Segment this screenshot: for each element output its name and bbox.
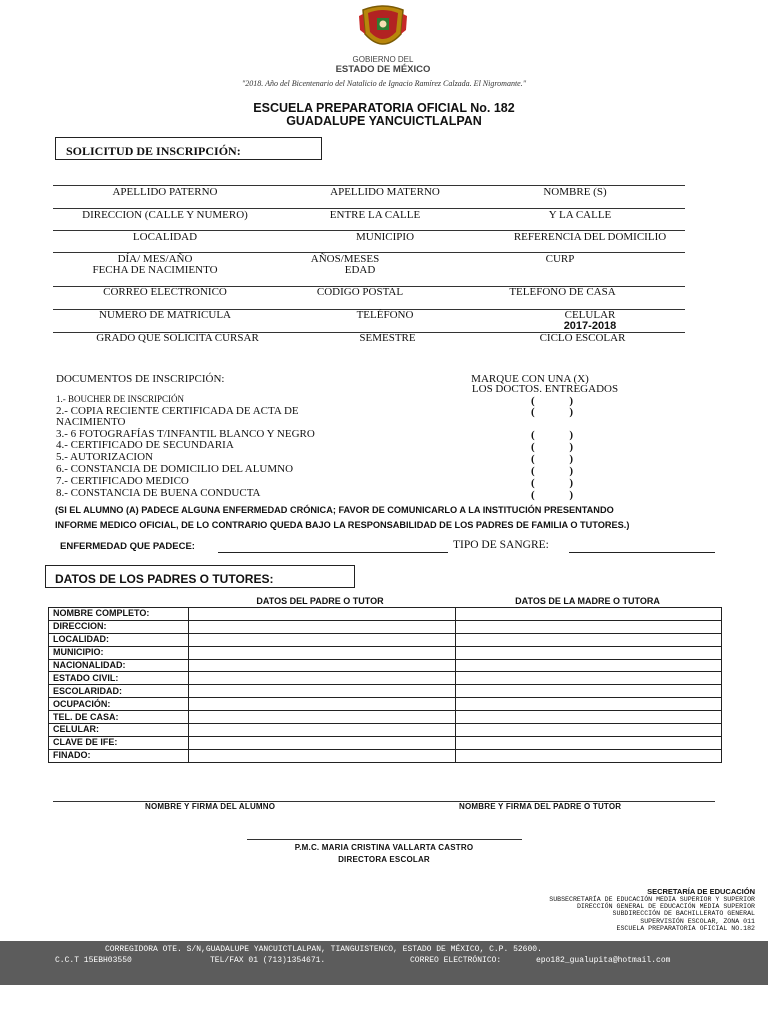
form-title-box xyxy=(55,137,322,160)
table-row xyxy=(49,646,722,659)
checkbox-doc-7[interactable] xyxy=(531,477,573,489)
label-anos-meses: AÑOS/MESES xyxy=(310,253,380,265)
col-father-header: DATOS DEL PADRE O TUTOR xyxy=(256,596,384,606)
paren: ) xyxy=(569,429,573,441)
school-name: ESCUELA PREPARATORIA OFICIAL No. 182 xyxy=(253,101,515,115)
secretaria-lines xyxy=(549,896,755,932)
mother-cell[interactable] xyxy=(456,608,722,621)
secretaria-line: SUPERVISIÓN ESCOLAR, ZONA 011 xyxy=(640,917,755,925)
checkbox-doc-4[interactable] xyxy=(531,441,573,453)
label-semestre: SEMESTRE xyxy=(359,332,416,344)
row-label: OCUPACIÓN: xyxy=(49,698,189,711)
sangre-input[interactable] xyxy=(569,552,715,553)
paren: ( xyxy=(531,453,535,465)
row-label: FINADO: xyxy=(49,749,189,762)
doc-item-4: 4.- CERTIFICADO DE SECUNDARIA xyxy=(56,439,234,451)
table-row xyxy=(49,711,722,724)
health-note-line-2: INFORME MEDICO OFICIAL, DE LO CONTRARIO QUEDA BAJO LA RESPONSABILIDAD DE LOS PADRES DE FAMILIA O TUTORES.) xyxy=(55,520,630,530)
label-grado: GRADO QUE SOLICITA CURSAR xyxy=(96,332,259,344)
label-direccion: DIRECCION (CALLE Y NUMERO) xyxy=(82,209,248,221)
parents-title: DATOS DE LOS PADRES O TUTORES: xyxy=(55,572,274,586)
footer-cct: C.C.T 15EBH03550 xyxy=(55,956,132,965)
table-row xyxy=(49,698,722,711)
paren: ( xyxy=(531,465,535,477)
row-label: TEL. DE CASA: xyxy=(49,711,189,724)
paren: ) xyxy=(569,441,573,453)
col-mother-header: DATOS DE LA MADRE O TUTORA xyxy=(515,596,660,606)
label-codigo-postal: CODIGO POSTAL xyxy=(316,286,404,298)
paren: ( xyxy=(531,406,535,418)
directora-title: DIRECTORA ESCOLAR xyxy=(338,855,430,864)
label-dia-mes-ano: DÍA/ MES/AÑO xyxy=(117,253,193,265)
table-row xyxy=(49,608,722,621)
enfermedad-input[interactable] xyxy=(218,552,448,553)
mother-cell[interactable] xyxy=(456,672,722,685)
label-ciclo-escolar: CICLO ESCOLAR xyxy=(539,332,626,344)
father-cell[interactable] xyxy=(189,749,456,762)
checkbox-doc-6[interactable] xyxy=(531,465,573,477)
mother-cell[interactable] xyxy=(456,724,722,737)
row-label: CLAVE DE IFE: xyxy=(49,736,189,749)
father-cell[interactable] xyxy=(189,736,456,749)
father-cell[interactable] xyxy=(189,672,456,685)
doc-item-8: 8.- CONSTANCIA DE BUENA CONDUCTA xyxy=(56,487,261,499)
mother-cell[interactable] xyxy=(456,685,722,698)
checkbox-doc-5[interactable] xyxy=(531,453,573,465)
label-entre-calle: ENTRE LA CALLE xyxy=(329,209,421,221)
footer-bar xyxy=(0,941,768,985)
doc-item-1: 1.- BOUCHER DE INSCRIPCIÓN xyxy=(56,394,185,404)
label-localidad: LOCALIDAD xyxy=(132,231,198,243)
secretaria-line: SUBDIRECCIÓN DE BACHILLERATO GENERAL xyxy=(612,910,755,918)
father-cell[interactable] xyxy=(189,620,456,633)
health-note-line-1: (SI EL ALUMNO (A) PADECE ALGUNA ENFERMEDAD CRÓNICA; FAVOR DE COMUNICARLO A LA INSTITUCIÓN PRESENTANDO xyxy=(55,505,614,515)
secretaria-line: DIRECCIÓN GENERAL DE EDUCACIÓN MEDIA SUPERIOR xyxy=(576,903,755,911)
label-apellido-materno: APELLIDO MATERNO xyxy=(330,186,440,198)
label-edad: EDAD xyxy=(344,264,376,276)
label-matricula: NUMERO DE MATRICULA xyxy=(99,309,231,321)
father-cell[interactable] xyxy=(189,685,456,698)
mother-cell[interactable] xyxy=(456,620,722,633)
doc-item-6: 6.- CONSTANCIA DE DOMICILIO DEL ALUMNO xyxy=(56,463,294,475)
marque-line-1: MARQUE CON UNA (X) xyxy=(471,373,589,385)
row-label: DIRECCION: xyxy=(49,620,189,633)
row-label: NACIONALIDAD: xyxy=(49,659,189,672)
table-row xyxy=(49,685,722,698)
paren: ( xyxy=(531,395,535,407)
paren: ) xyxy=(569,395,573,407)
paren: ) xyxy=(569,465,573,477)
state-logo xyxy=(355,4,411,52)
label-correo: CORREO ELECTRONICO xyxy=(103,286,227,298)
mother-cell[interactable] xyxy=(456,736,722,749)
label-telefono-casa: TELEFONO DE CASA xyxy=(509,286,616,298)
paren: ) xyxy=(569,406,573,418)
checkbox-doc-3[interactable] xyxy=(531,429,573,441)
government-name xyxy=(330,55,436,75)
father-cell[interactable] xyxy=(189,698,456,711)
mother-cell[interactable] xyxy=(456,711,722,724)
table-row xyxy=(49,724,722,737)
secretaria-line: ESCUELA PREPARATORIA OFICIAL NO.182 xyxy=(616,924,755,932)
father-cell[interactable] xyxy=(189,724,456,737)
mother-cell[interactable] xyxy=(456,749,722,762)
label-curp: CURP xyxy=(545,253,575,265)
form-title: SOLICITUD DE INSCRIPCIÓN: xyxy=(66,144,241,158)
director-signature-line xyxy=(247,839,522,840)
table-row xyxy=(49,672,722,685)
paren: ( xyxy=(531,441,535,453)
table-row xyxy=(49,749,722,762)
doc-item-7: 7.- CERTIFICADO MEDICO xyxy=(56,475,189,487)
mother-cell[interactable] xyxy=(456,659,722,672)
coat-of-arms-icon xyxy=(355,4,411,52)
row-label: ESCOLARIDAD: xyxy=(49,685,189,698)
motto: "2018. Año del Bicentenario del Natalicio de Ignacio Ramírez Calzada. El Nigromante." xyxy=(241,79,527,88)
parents-title-box xyxy=(45,565,355,588)
secretaria-line: SUBSECRETARÍA DE EDUCACIÓN MEDIA SUPERIOR Y SUPERIOR xyxy=(549,896,755,903)
doc-item-3: 3.- 6 FOTOGRAFÍAS T/INFANTIL BLANCO Y NEGRO xyxy=(56,428,315,440)
government-line-1: GOBIERNO DEL xyxy=(352,55,414,64)
paren: ( xyxy=(531,477,535,489)
parents-table xyxy=(48,607,722,763)
mother-cell[interactable] xyxy=(456,646,722,659)
paren: ( xyxy=(531,489,535,501)
label-apellido-paterno: APELLIDO PATERNO xyxy=(112,186,218,198)
father-cell[interactable] xyxy=(189,711,456,724)
row-label: MUNICIPIO: xyxy=(49,646,189,659)
table-row xyxy=(49,620,722,633)
sangre-label: TIPO DE SANGRE: xyxy=(453,539,549,551)
enfermedad-label: ENFERMEDAD QUE PADECE: xyxy=(60,541,195,552)
mother-cell[interactable] xyxy=(456,698,722,711)
school-place: GUADALUPE YANCUICTLALPAN xyxy=(286,114,482,128)
ciclo-value[interactable]: 2017-2018 xyxy=(563,320,617,332)
checkbox-doc-2[interactable] xyxy=(531,406,573,418)
label-y-la-calle: Y LA CALLE xyxy=(548,209,612,221)
firma-alumno-label: NOMBRE Y FIRMA DEL ALUMNO xyxy=(145,802,276,811)
directora-name: P.M.C. MARIA CRISTINA VALLARTA CASTRO xyxy=(294,843,474,852)
table-row xyxy=(49,659,722,672)
label-celular: CELULAR xyxy=(564,309,616,321)
father-cell[interactable] xyxy=(189,659,456,672)
paren: ) xyxy=(569,477,573,489)
paren: ) xyxy=(569,453,573,465)
doc-item-5: 5.- AUTORIZACION xyxy=(56,451,153,463)
checkbox-doc-8[interactable] xyxy=(531,489,573,501)
documents-heading: DOCUMENTOS DE INSCRIPCIÓN: xyxy=(56,373,225,385)
mother-cell[interactable] xyxy=(456,633,722,646)
footer-email-label: CORREO ELECTRÓNICO: xyxy=(410,956,502,965)
footer-tel: TEL/FAX 01 (713)1354671. xyxy=(210,956,326,965)
row-label: LOCALIDAD: xyxy=(49,633,189,646)
label-fecha-nacimiento: FECHA DE NACIMIENTO xyxy=(92,264,218,276)
label-referencia: REFERENCIA DEL DOMICILIO xyxy=(513,231,667,243)
doc-item-2: 2.- COPIA RECIENTE CERTIFICADA DE ACTA DE xyxy=(56,405,299,417)
row-label: CELULAR: xyxy=(49,724,189,737)
label-nombre: NOMBRE (S) xyxy=(543,186,607,198)
label-telefono: TELÉFONO xyxy=(356,309,414,321)
footer-email-link[interactable]: epo182_gualupita@hotmail.com xyxy=(536,956,671,965)
father-cell[interactable] xyxy=(189,608,456,621)
paren: ( xyxy=(531,429,535,441)
label-municipio: MUNICIPIO xyxy=(355,231,415,243)
secretaria-title: SECRETARÍA DE EDUCACIÓN xyxy=(647,887,755,896)
father-cell[interactable] xyxy=(189,633,456,646)
table-row xyxy=(49,633,722,646)
marque-line-2: LOS DOCTOS. ENTREGADOS xyxy=(471,383,619,395)
firma-padre-label: NOMBRE Y FIRMA DEL PADRE O TUTOR xyxy=(459,802,622,811)
table-row xyxy=(49,736,722,749)
government-line-2: ESTADO DE MÉXICO xyxy=(335,64,431,75)
row-label: NOMBRE COMPLETO: xyxy=(49,608,189,621)
footer-address: CORREGIDORA OTE. S/N,GUADALUPE YANCUICTLALPAN, TIANGUISTENCO, ESTADO DE MÉXICO, C.P. 52600. xyxy=(105,945,542,954)
doc-item-2b: NACIMIENTO xyxy=(56,416,126,428)
paren: ) xyxy=(569,489,573,501)
row-label: ESTADO CIVIL: xyxy=(49,672,189,685)
father-cell[interactable] xyxy=(189,646,456,659)
